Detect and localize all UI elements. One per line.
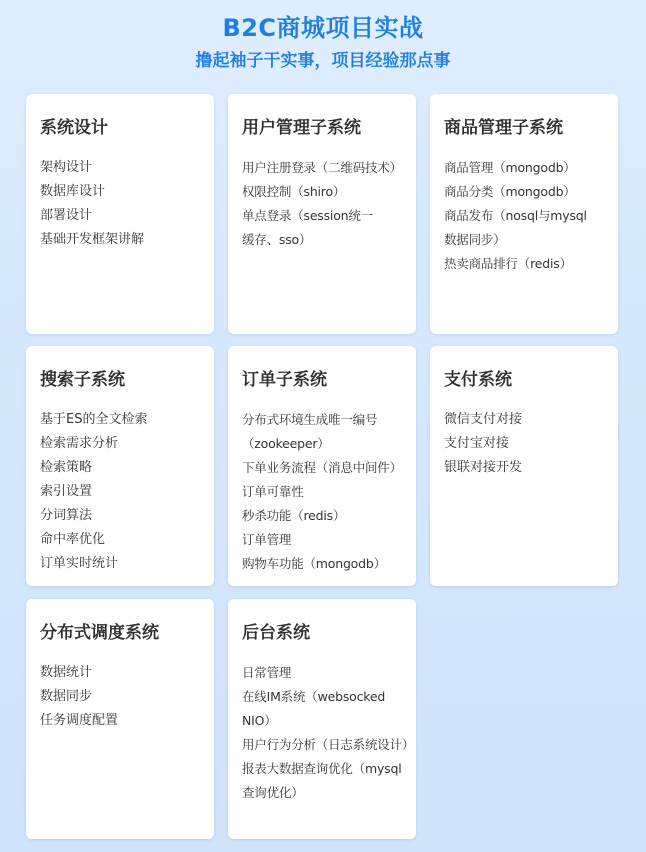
list-item: 支付宝对接 [444,436,510,451]
card-system-design [26,94,214,334]
list-item: 商品管理（mongodb） [444,160,576,175]
list-item: 基于ES的全文检索 [40,412,148,427]
list-item: 商品发布（nosql与mysql 数据同步） [444,208,587,247]
card-item-list [40,408,214,576]
list-item: 在线IM系统（websocked NIO） [242,689,386,728]
list-item: 用户行为分析（日志系统设计） [242,737,415,752]
list-item: 用户注册登录（二维码技术） [242,160,402,175]
card-search-subsystem [26,346,214,586]
list-item: 下单业务流程（消息中间件） [242,460,402,475]
card-item-list [242,408,416,576]
list-item: 权限控制（shiro） [242,184,346,199]
list-item: 订单实时统计 [40,556,119,571]
list-item: 命中率优化 [40,532,106,547]
card-item-list [444,156,618,276]
card-title: 商品管理子系统 [444,118,563,138]
list-item: 检索需求分析 [40,436,119,451]
card-item-list [40,156,214,252]
list-item: 商品分类（mongodb） [444,184,576,199]
list-item: 基础开发框架讲解 [40,232,145,247]
card-title: 订单子系统 [242,370,327,390]
page-subtitle: 撸起袖子干实事，项目经验那点事 [195,51,451,71]
list-item: 架构设计 [40,160,93,175]
card-title: 分布式调度系统 [40,623,159,643]
card-payment-system [430,346,618,586]
card-item-list [40,661,214,733]
card-item-list [444,408,618,480]
card-product-management [430,94,618,334]
card-user-management [228,94,416,334]
list-item: 热卖商品排行（redis） [444,256,572,271]
card-title: 用户管理子系统 [242,118,361,138]
list-item: 报表大数据查询优化（mysql 查询优化） [242,761,402,800]
card-item-list [242,661,416,805]
list-item: 检索策略 [40,460,93,475]
page-header [0,0,646,80]
list-item: 任务调度配置 [40,713,119,728]
card-distributed-scheduling [26,599,214,839]
list-item: 单点登录（session统一 缓存、sso） [242,208,373,247]
list-item: 索引设置 [40,484,93,499]
list-item: 分词算法 [40,508,93,523]
list-item: 数据库设计 [40,184,106,199]
card-title: 后台系统 [242,623,310,643]
list-item: 购物车功能（mongodb） [242,556,386,571]
list-item: 订单管理 [242,532,292,547]
card-title: 系统设计 [40,118,108,138]
list-item: 分布式环境生成唯一编号 （zookeeper） [242,412,378,451]
list-item: 数据统计 [40,665,93,680]
list-item: 部署设计 [40,208,93,223]
card-title: 支付系统 [444,370,512,390]
list-item: 数据同步 [40,689,93,704]
card-order-subsystem [228,346,416,586]
list-item: 秒杀功能（redis） [242,508,346,523]
list-item: 订单可靠性 [242,484,304,499]
card-item-list [242,156,416,252]
list-item: 银联对接开发 [444,460,523,475]
card-title: 搜索子系统 [40,370,125,390]
list-item: 日常管理 [242,665,292,680]
page-title: B2C商城项目实战 [222,14,424,42]
card-backend-system [228,599,416,839]
list-item: 微信支付对接 [444,412,523,427]
